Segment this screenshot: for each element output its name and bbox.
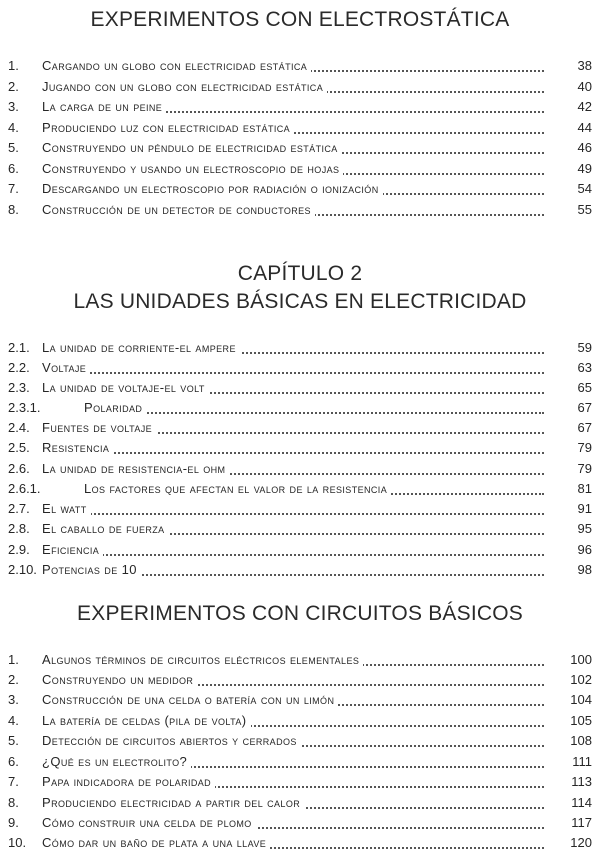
entry-title: la unidad de voltaje-el volt xyxy=(42,378,548,398)
entry-page: 114 xyxy=(571,795,592,810)
entry-number: 4. xyxy=(8,713,19,728)
entry-page: 81 xyxy=(577,481,592,496)
toc-entry[interactable] xyxy=(0,813,600,833)
entry-title: descargando un electroscopio por radiación o ionización xyxy=(42,179,548,199)
toc-entry[interactable] xyxy=(0,690,600,710)
toc-entry[interactable] xyxy=(0,833,600,853)
entry-number: 2. xyxy=(8,79,19,94)
entry-title: cómo construir una celda de plomo xyxy=(42,813,548,833)
toc-entry[interactable] xyxy=(0,358,600,378)
entry-page: 98 xyxy=(577,562,592,577)
entry-title: el caballo de fuerza xyxy=(42,519,548,539)
entry-page: 54 xyxy=(577,181,592,196)
entry-number: 8. xyxy=(8,795,19,810)
entry-number: 6. xyxy=(8,754,19,769)
section-heading: EXPERIMENTOS CON CIRCUITOS BÁSICOS xyxy=(77,602,523,625)
toc-entry[interactable] xyxy=(0,560,600,580)
entry-title: jugando con un globo con electricidad estática xyxy=(42,77,548,97)
entry-title: la unidad de resistencia-el ohm xyxy=(42,459,548,479)
toc-entry[interactable] xyxy=(0,459,600,479)
entry-page: 46 xyxy=(577,140,592,155)
entry-page: 120 xyxy=(570,835,592,850)
entry-page: 96 xyxy=(577,542,592,557)
entry-page: 113 xyxy=(571,774,592,789)
entry-number: 6. xyxy=(8,161,19,176)
entry-number: 3. xyxy=(8,99,19,114)
toc-entry[interactable] xyxy=(0,97,600,117)
entry-title: fuentes de voltaje xyxy=(42,418,548,438)
toc-entry[interactable] xyxy=(0,752,600,772)
entry-title: resistencia xyxy=(42,438,548,458)
toc-entry[interactable] xyxy=(0,438,600,458)
entry-number: 1. xyxy=(8,58,19,73)
entry-number: 2.8. xyxy=(8,521,30,536)
entry-number: 10. xyxy=(8,835,27,850)
entry-page: 95 xyxy=(577,521,592,536)
entry-number: 2.5. xyxy=(8,440,30,455)
entry-title: construyendo un medidor xyxy=(42,670,548,690)
toc-subentry[interactable] xyxy=(0,398,600,418)
entry-title: voltaje xyxy=(42,358,548,378)
toc-entry[interactable] xyxy=(0,519,600,539)
entry-page: 105 xyxy=(570,713,592,728)
entry-number: 2.10. xyxy=(8,562,37,577)
entry-number: 7. xyxy=(8,181,19,196)
entry-page: 100 xyxy=(570,652,592,667)
entry-title: potencias de 10 xyxy=(42,560,548,580)
entry-page: 65 xyxy=(577,380,592,395)
chapter-label: CAPÍTULO 2 xyxy=(237,262,363,285)
entry-title: eficiencia xyxy=(42,540,548,560)
entry-page: 55 xyxy=(577,202,592,217)
toc-entry[interactable] xyxy=(0,418,600,438)
entry-title: la batería de celdas (pila de volta) xyxy=(42,711,548,731)
entry-title: construyendo un péndulo de electricidad estática xyxy=(42,138,548,158)
entry-page: 49 xyxy=(577,161,592,176)
entry-number: 2.4. xyxy=(8,420,30,435)
entry-title: la unidad de corriente-el ampere xyxy=(42,338,548,358)
toc-entry[interactable] xyxy=(0,499,600,519)
entry-number: 8. xyxy=(8,202,19,217)
entry-number: 2. xyxy=(8,672,19,687)
toc-entry[interactable] xyxy=(0,179,600,199)
entry-page: 59 xyxy=(577,340,592,355)
section-heading: LAS UNIDADES BÁSICAS EN ELECTRICIDAD xyxy=(73,290,527,313)
entry-number: 5. xyxy=(8,140,19,155)
entry-page: 111 xyxy=(572,754,592,769)
entry-page: 91 xyxy=(577,501,592,516)
toc-entry[interactable] xyxy=(0,540,600,560)
toc-entry[interactable] xyxy=(0,378,600,398)
entry-page: 42 xyxy=(577,99,592,114)
entry-title: el watt xyxy=(42,499,548,519)
entry-title: construcción de un detector de conductores xyxy=(42,200,548,220)
entry-title: detección de circuitos abiertos y cerrados xyxy=(42,731,548,751)
entry-number: 2.6.1. xyxy=(8,481,41,496)
entry-title: algunos términos de circuitos eléctricos elementales xyxy=(42,650,548,670)
entry-page: 108 xyxy=(570,733,592,748)
entry-number: 2.7. xyxy=(8,501,30,516)
toc-entry[interactable] xyxy=(0,138,600,158)
toc-entry[interactable] xyxy=(0,772,600,792)
entry-number: 2.1. xyxy=(8,340,30,355)
entry-title: polaridad xyxy=(84,398,548,418)
section-heading: EXPERIMENTOS CON ELECTROSTÁTICA xyxy=(90,8,510,31)
entry-page: 67 xyxy=(577,420,592,435)
entry-title: construcción de una celda o batería con un limón xyxy=(42,690,548,710)
toc-entry[interactable] xyxy=(0,159,600,179)
toc-entry[interactable] xyxy=(0,338,600,358)
entry-number: 1. xyxy=(8,652,19,667)
entry-title: los factores que afectan el valor de la resistencia xyxy=(84,479,548,499)
entry-title: ¿qué es un electrolito? xyxy=(42,752,548,772)
entry-page: 79 xyxy=(577,461,592,476)
entry-number: 2.6. xyxy=(8,461,30,476)
toc-entry[interactable] xyxy=(0,650,600,670)
toc-entry[interactable] xyxy=(0,77,600,97)
entry-number: 2.2. xyxy=(8,360,30,375)
entry-number: 5. xyxy=(8,733,19,748)
entry-number: 4. xyxy=(8,120,19,135)
entry-title: papa indicadora de polaridad xyxy=(42,772,548,792)
entry-number: 3. xyxy=(8,692,19,707)
entry-page: 40 xyxy=(577,79,592,94)
toc-entry[interactable] xyxy=(0,711,600,731)
toc-subentry[interactable] xyxy=(0,479,600,499)
entry-page: 104 xyxy=(570,692,592,707)
entry-title: produciendo electricidad a partir del calor xyxy=(42,793,548,813)
entry-title: cómo dar un baño de plata a una llave xyxy=(42,833,548,853)
toc-entry[interactable] xyxy=(0,200,600,220)
entry-page: 117 xyxy=(571,815,592,830)
toc-entry[interactable] xyxy=(0,670,600,690)
entry-number: 9. xyxy=(8,815,19,830)
entry-title: construyendo y usando un electroscopio de hojas xyxy=(42,159,548,179)
entry-page: 38 xyxy=(577,58,592,73)
entry-page: 44 xyxy=(577,120,592,135)
entry-number: 2.3. xyxy=(8,380,30,395)
entry-page: 79 xyxy=(577,440,592,455)
toc-entry[interactable] xyxy=(0,118,600,138)
entry-page: 102 xyxy=(570,672,592,687)
toc-entry[interactable] xyxy=(0,731,600,751)
entry-number: 7. xyxy=(8,774,19,789)
entry-page: 67 xyxy=(577,400,592,415)
toc-entry[interactable] xyxy=(0,793,600,813)
toc-entry[interactable] xyxy=(0,56,600,76)
entry-title: la carga de un peine xyxy=(42,97,548,117)
entry-page: 63 xyxy=(577,360,592,375)
entry-title: cargando un globo con electricidad estática xyxy=(42,56,548,76)
entry-number: 2.9. xyxy=(8,542,30,557)
entry-number: 2.3.1. xyxy=(8,400,41,415)
entry-title: produciendo luz con electricidad estática xyxy=(42,118,548,138)
